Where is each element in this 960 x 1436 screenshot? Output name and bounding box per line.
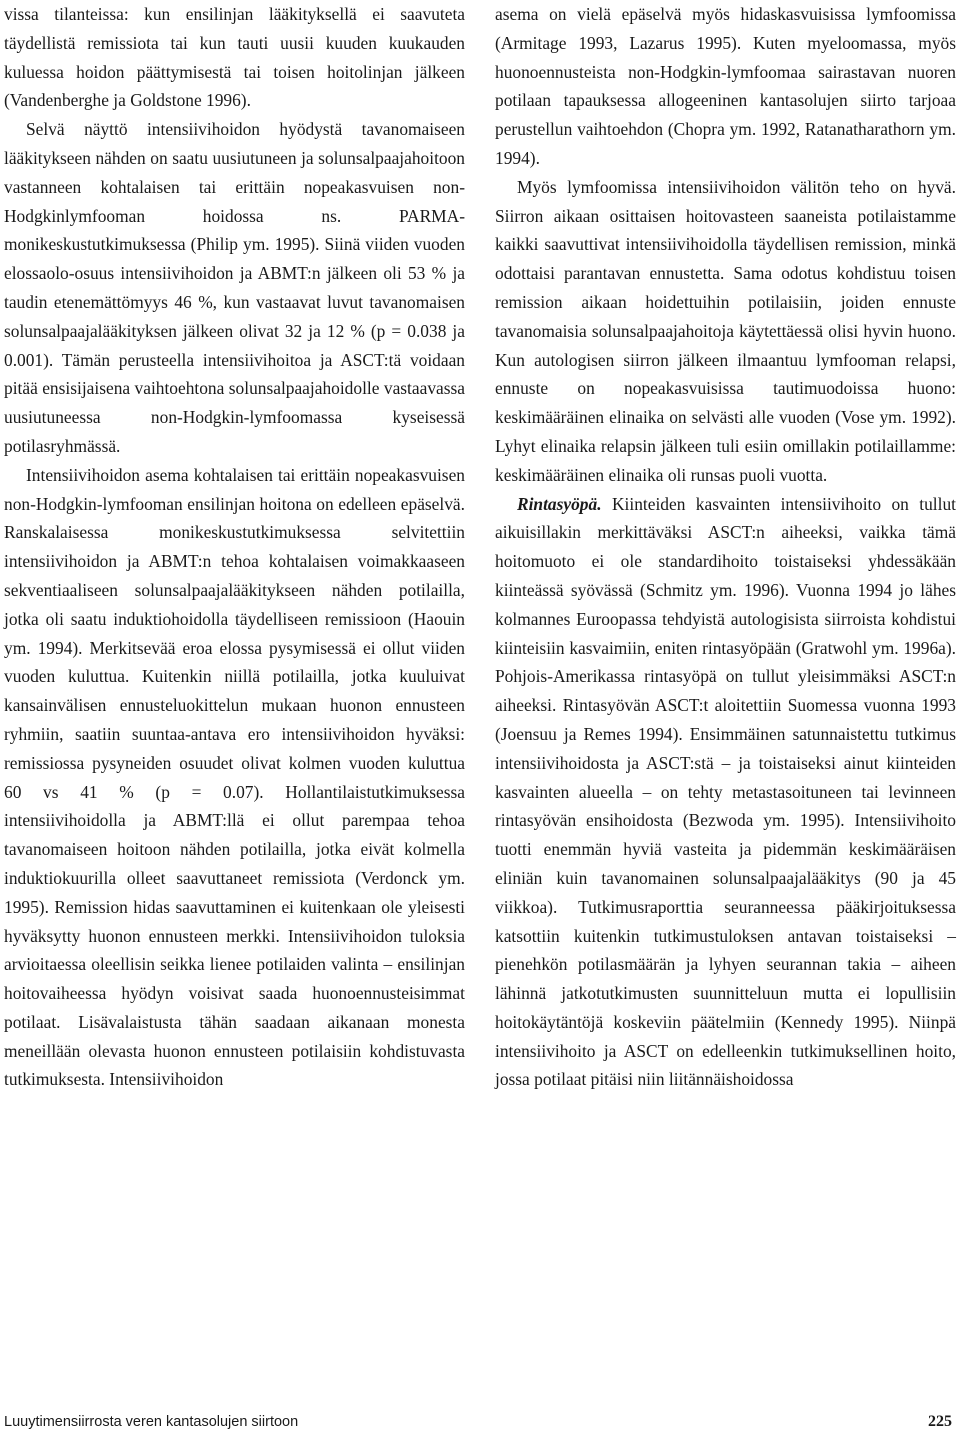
paragraph-text: Kiinteiden kasvainten intensiivihoito on tullut aikuisillakin merkittäväksi ASCT:n aiheeksi, vaikka tämä hoitomuoto ei ole standardihoito toistaiseksi yhdessäkään kiinteässä syövässä (Schmitz ym. 1996). Vuonna 1994 jo lähes kolmannes Euroopassa tehdyistä autologisista siirroista kohdistui kiinteisiin kasvaimiin, eniten rintasyöpään (Gratwohl ym. 1996a). Pohjois-Amerikassa rintasyöpä on tullut yleisimmäksi ASCT:n aiheeksi. Rintasyövän ASCT:t aloitettiin Suomessa vuonna 1993 (Joensuu ja Remes 1994). Ensimmäinen satunnaistettu tutkimus intensiivihoidosta ja ASCT:stä – ja toistaiseksi ainut kiinteiden kasvainten alueella – on tehty metastasoituneen tai levinneen rintasyövän ensihoidosta (Bezwoda ym. 1995). Intensiivihoito tuotti enemmän hyviä vasteita ja pidemmän keskimääräisen eliniän kuin tavanomainen solunsalpaajalääkitys (90 ja 45 viikkoa). Tutkimusraporttia seuranneessa pääkirjoituksessa katsottiin kuitenkin tutkimustuloksen antavan toistaiseksi – pienehkön potilasmäärän ja lyhyen seurannan takia – aiheen lähinnä jatkotutkimusten suunnitteluun mutta ei lopullisiin hoitokäytäntöjä koskeviin päätelmiin (Kennedy 1995). Niinpä intensiivihoito ja ASCT on edelleenkin tutkimuksellinen hoito, jossa potilaat pitäisi niin liitännäishoidossa bbox=[495, 493, 956, 1090]
left-column bbox=[4, 0, 465, 1094]
paragraph bbox=[495, 490, 956, 1095]
page-number: 225 bbox=[928, 1413, 952, 1430]
paragraph: Myös lymfoomissa intensiivihoidon välitön teho on hyvä. Siirron aikaan osittaisen hoitovasteen saaneista potilaistamme kaikki saavuttivat intensiivihoidolla täydellisen remission, minkä odottaisi parantavan ennustetta. Sama odotus kohdistuu toisen remission aikaan hoidettuihin potilaisiin, joiden ennuste tavanomaisia solunsalpaajahoitoja käytettäessä olisi hyvin huono. Kun autologisen siirron jälkeen ilmaantuu lymfooman relapsi, ennuste on nopeakasvuisissa tautimuodoissa huono: keskimääräinen elinaika on selvästi alle vuoden (Vose ym. 1992). Lyhyt elinaika relapsin jälkeen tuli esiin omillakin potilaillamme: keskimääräinen elinaika oli runsas puoli vuotta. bbox=[495, 176, 956, 485]
section-run-in-heading: Rintasyöpä. bbox=[517, 493, 602, 514]
right-column bbox=[495, 0, 956, 1094]
paragraph: Intensiivihoidon asema kohtalaisen tai erittäin nopeakasvuisen non-Hodgkin-lymfooman ensilinjan hoitona on edelleen epäselvä. Ranskalaisessa monikeskustutkimuksessa selvitettiin intensiivihoidon ja ABMT:n tehoa kohtalaisen voimakkaaseen sekventiaaliseen solunsalpaajalääkitykseen nähden potilailla, jotka oli saatu induktiohoidolla täydelliseen remissioon (Haouin ym. 1994). Merkitsevää eroa elossa pysymisessä ei ollut viiden vuoden kuluttua. Kuitenkin niillä potilailla, jotka kuuluivat kansainvälisen ennusteluokittelun mukaan huonon ennusteen ryhmiin, saatiin suuntaa-antava ero intensiivihoidon hyväksi: remissiossa pysyneiden osuudet olivat kolmen vuoden kuluttua 60 vs 41 % (p = 0.07). Hollantilaistutkimuksessa intensiivihoidolla ja ABMT:llä ei ollut parempaa tehoa tavanomaiseen hoitoon nähden potilailla, jotka eivät kolmella induktiokuurilla olleet saavuttaneet remissiota (Verdonck ym. 1995). Remission hidas saavuttaminen ei kuitenkaan ole yleisesti hyväksytty huonon ennusteen merkki. Intensiivihoidon tuloksia arvioitaessa oleellisin seikka lienee potilaiden valinta – ensilinjan hoitovaiheessa hyödyn voisivat saada huonoennusteisimmat potilaat. Lisävalaistusta tähän saadaan aikanaan monesta meneillään olevasta huonon ennusteen potilaisiin kohdistuvasta tutkimuksesta. Intensiivihoidon bbox=[4, 464, 465, 1090]
paragraph: Selvä näyttö intensiivihoidon hyödystä tavanomaiseen lääkitykseen nähden on saatu uusiutuneen ja solunsalpaajahoitoon vastanneen kohtalaisen tai erittäin nopeakasvuisen non-Hodgkinlymfooman hoidossa ns. PARMA-monikeskustutkimuksessa (Philip ym. 1995). Siinä viiden vuoden elossaolo-osuus intensiivihoidon ja ABMT:n jälkeen oli 53 % ja taudin etenemättömyys 46 %, kun vastaavat luvut tavanomaisen solunsalpaajalääkityksen jälkeen olivat 32 ja 12 % (p = 0.038 ja 0.001). Tämän perusteella intensiivihoitoa ja ASCT:tä voidaan pitää ensisijaisena vaihtoehtona solunsalpaajahoidolle vastaavassa uusiutuneessa non-Hodgkin-lymfoomassa kyseisessä potilasryhmässä. bbox=[4, 119, 465, 456]
page-footer bbox=[4, 1412, 956, 1432]
paragraph: vissa tilanteissa: kun ensilinjan lääkityksellä ei saavuteta täydellistä remissiota tai kun tauti uusii kuuden kuukauden kuluessa hoidon päättymisestä tai toisen hoitolinjan jälkeen (Vandenberghe ja Goldstone 1996). bbox=[4, 4, 465, 111]
paragraph: asema on vielä epäselvä myös hidaskasvuisissa lymfoomissa (Armitage 1993, Lazarus 1995). Kuten myeloomassa, myös huonoennusteista non-Hodgkin-lymfoomaa sairastavan nuoren potilaan tapauksessa allogeeninen kantasolujen siirto tarjoaa perustellun vaihtoehdon (Chopra ym. 1992, Ratanatharathorn ym. 1994). bbox=[495, 4, 956, 168]
running-title: Luuytimensiirrosta veren kantasolujen siirtoon bbox=[4, 1414, 299, 1430]
